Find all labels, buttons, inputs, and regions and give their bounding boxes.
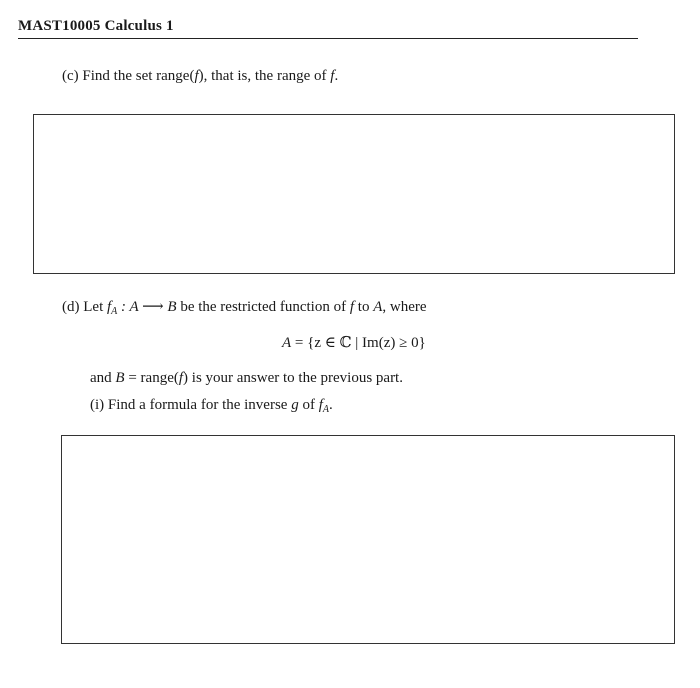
question-d-text-2: be the restricted function of [180,299,347,315]
question-d-i-text-2: of [302,397,315,413]
var-f: f [318,397,323,413]
course-title: MAST10005 Calculus 1 [18,18,174,34]
var-a: A [373,299,383,315]
question-c-text-2: ), that is, the range of [198,68,327,84]
set-lhs: A [282,335,292,351]
question-d-continuation [90,370,403,387]
question-d-i-text-3: . [328,397,333,413]
and-text-3: ) is your answer to the previous part. [183,370,403,386]
question-d-i-text-1: Find a formula for the inverse [107,397,288,413]
question-d-i [90,397,333,415]
set-definition [282,333,426,352]
var-f: f [107,299,112,315]
and-text-1: and [90,370,112,386]
var-f: f [194,68,199,84]
question-d [62,297,427,317]
function-map: : A ⟶ B [121,299,177,315]
set-rhs: = {z ∈ ℂ | Im(z) ≥ 0} [294,335,426,351]
question-c-text-3: . [334,68,339,84]
var-f: f [330,68,335,84]
question-d-text-3: to [357,299,370,315]
var-b: B [115,370,125,386]
var-f: f [349,299,355,315]
question-c-label: (c) [62,68,79,84]
and-text-2: = range( [128,370,179,386]
subscript-a: A [111,306,118,317]
page-header [18,18,638,39]
answer-box-d-i[interactable] [61,435,675,644]
question-d-text-1: Let [83,299,104,315]
answer-box-c[interactable] [33,114,675,274]
question-d-text-4: , where [382,299,427,315]
subscript-a: A [322,404,329,415]
question-c-text-1: Find the set range( [82,68,195,84]
var-g: g [291,397,299,413]
question-d-label: (d) [62,299,80,315]
question-d-i-label: (i) [90,397,105,413]
var-f: f [178,370,184,386]
question-c [62,68,338,85]
